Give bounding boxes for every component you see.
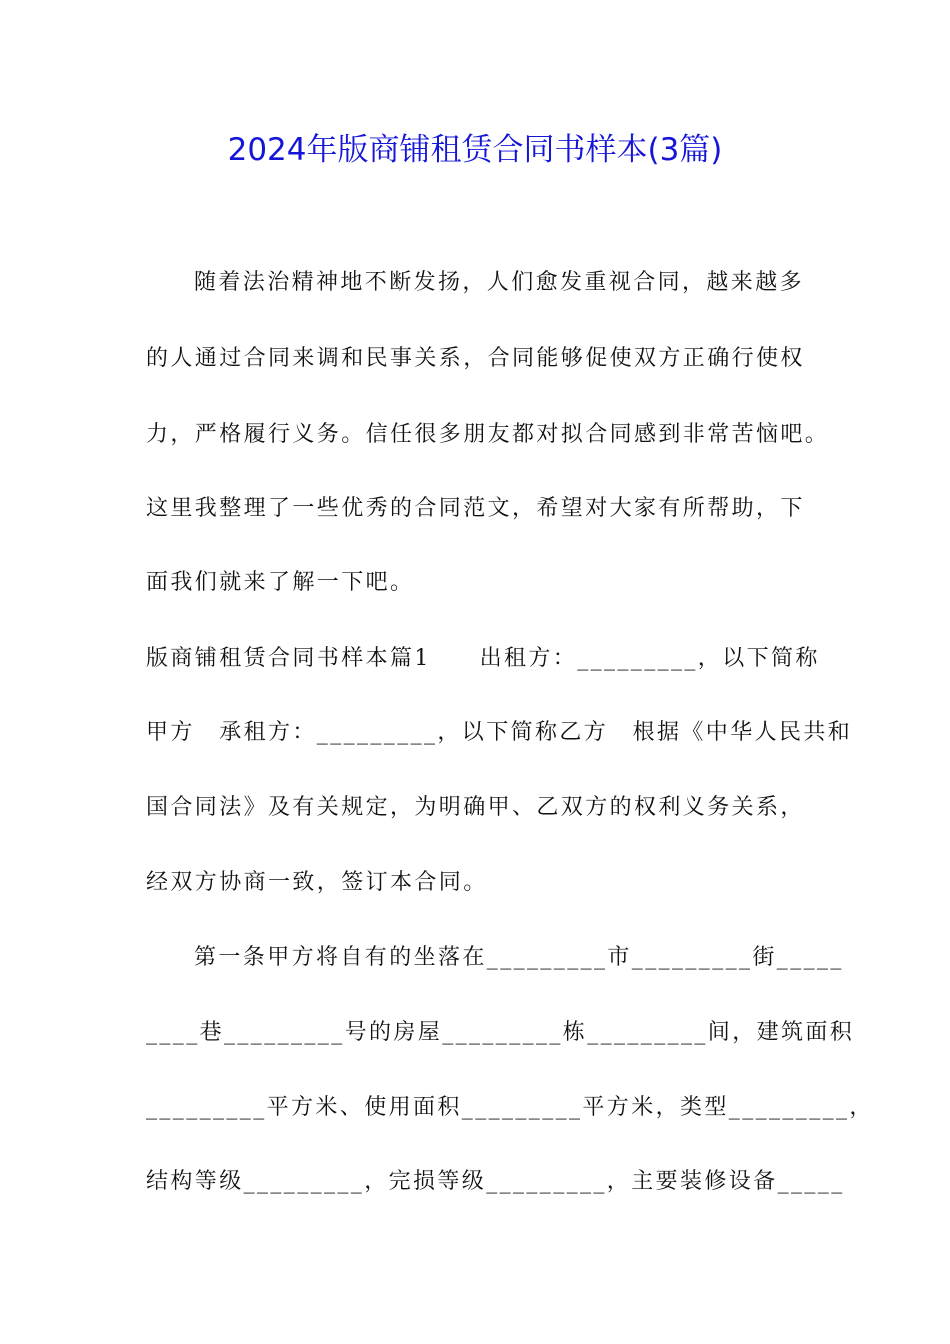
paragraph-line: 面我们就来了解一下吧。 xyxy=(146,570,415,595)
paragraph-line: 力，严格履行义务。信任很多朋友都对拟合同感到非常苦恼吧。 xyxy=(146,422,830,447)
paragraph-line: 的人通过合同来调和民事关系，合同能够促使双方正确行使权 xyxy=(146,346,805,371)
paragraph-line: 这里我整理了一些优秀的合同范文，希望对大家有所帮助，下 xyxy=(146,496,805,521)
paragraph-line: 国合同法》及有关规定，为明确甲、乙双方的权利义务关系， xyxy=(146,795,805,820)
clause-line: ____巷_________号的房屋_________栋_________间，建筑面积 xyxy=(146,1020,855,1045)
clause-line: 第一条甲方将自有的坐落在_________市_________街_____ xyxy=(194,945,844,970)
document-title: 2024年版商铺租赁合同书样本(3篇) xyxy=(227,132,723,168)
clause-line: 结构等级_________，完损等级_________，主要装修设备_____ xyxy=(146,1169,845,1194)
paragraph-line: 随着法治精神地不断发扬，人们愈发重视合同，越来越多 xyxy=(194,270,805,295)
section-heading-line: 版商铺租赁合同书样本篇1 出租方：_________，以下简称 xyxy=(146,646,820,671)
clause-line: _________平方米、使用面积_________平方米，类型_________， xyxy=(146,1095,874,1120)
paragraph-line: 甲方 承租方：_________，以下简称乙方 根据《中华人民共和 xyxy=(146,720,853,745)
paragraph-line: 经双方协商一致，签订本合同。 xyxy=(146,870,488,895)
